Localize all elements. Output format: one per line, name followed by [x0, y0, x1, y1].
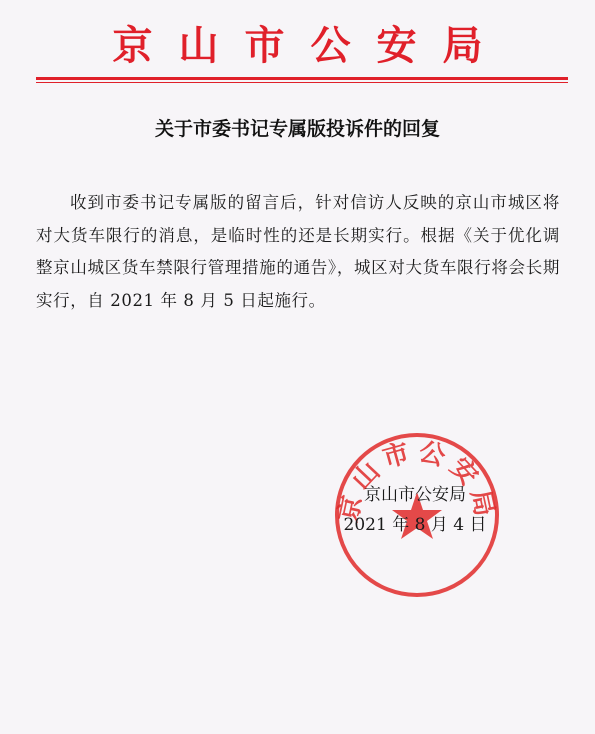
signature-block — [330, 480, 500, 540]
organization-header: 京山市公安局 — [112, 22, 509, 69]
document-title: 关于市委书记专属版投诉件的回复 — [154, 118, 440, 140]
signature-date: 2021 年 8 月 4 日 — [343, 515, 487, 535]
header-rule-thick — [36, 77, 568, 80]
header-rule-thin — [36, 82, 568, 83]
document-body: 收到市委书记专属版的留言后，针对信访人反映的京山市城区将对大货车限行的消息，是临时性的还是长期实行。根据《关于优化调整京山城区货车禁限行管理措施的通告》，城区对大货车限行将会长期实行，自 2021 年 8 月 5 日起施行。 — [36, 193, 560, 310]
signature-organization: 京山市公安局 — [364, 485, 466, 505]
seal-text: 京山市公安局 — [333, 436, 501, 525]
